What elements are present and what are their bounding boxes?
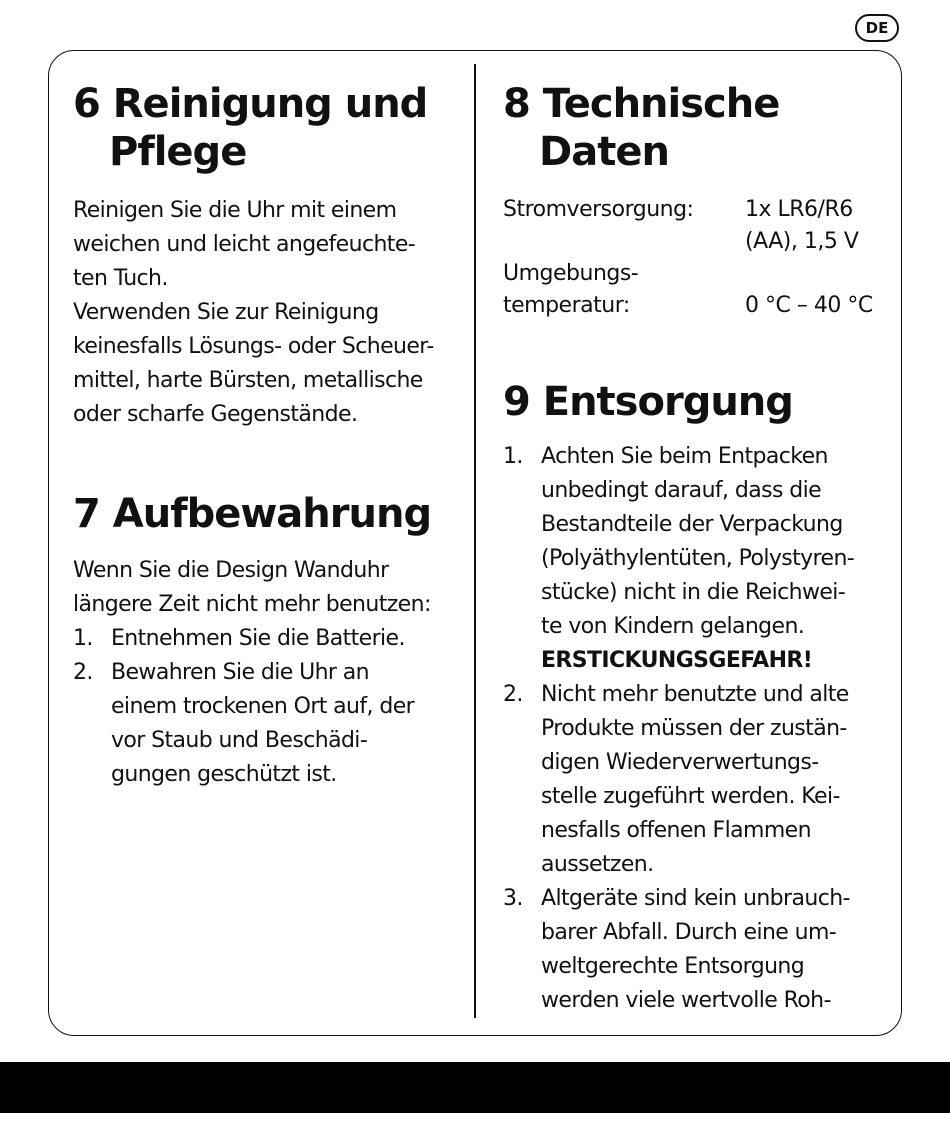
section-8-heading xyxy=(503,80,883,176)
spec-value-line: 1x LR6/R6 xyxy=(745,197,853,222)
section-6-para1-line: ten Tuch. xyxy=(73,266,168,291)
footer-bar xyxy=(0,1062,950,1113)
spec-table xyxy=(503,194,883,322)
list-item-line: Produkte müssen der zustän- xyxy=(541,716,847,741)
section-9-list xyxy=(503,440,883,1018)
list-item-line: unbedingt darauf, dass die xyxy=(541,478,822,503)
section-6-heading-line2: Pflege xyxy=(109,129,247,175)
list-item-number: 1. xyxy=(73,626,93,651)
list-item-line: Altgeräte sind kein unbrauch- xyxy=(541,886,850,911)
list-item-line: weltgerechte Entsorgung xyxy=(541,954,805,979)
section-7-body xyxy=(73,554,453,792)
section-6-para2-line: keinesfalls Lösungs- oder Scheuer- xyxy=(73,334,434,359)
list-item-line: vor Staub und Beschädi- xyxy=(111,728,368,753)
list-item xyxy=(503,440,883,678)
spec-value: 0 °C – 40 °C xyxy=(745,293,873,318)
list-item-line: nesfalls offenen Flammen xyxy=(541,818,811,843)
list-item-line: werden viele wertvolle Roh- xyxy=(541,988,831,1013)
list-item-line: Bestandteile der Verpackung xyxy=(541,512,843,537)
list-item-number: 1. xyxy=(503,444,523,469)
list-item-line: Nicht mehr benutzte und alte xyxy=(541,682,849,707)
spec-row-temperature xyxy=(503,258,883,322)
list-item-line: digen Wiederverwertungs- xyxy=(541,750,819,775)
spec-row-power xyxy=(503,194,883,258)
section-6-para1-line: Reinigen Sie die Uhr mit einem xyxy=(73,198,397,223)
list-item xyxy=(503,678,883,882)
list-item-line: Bewahren Sie die Uhr an xyxy=(111,660,369,685)
section-7-heading: 7 Aufbewahrung xyxy=(73,491,432,537)
list-item-number: 2. xyxy=(73,660,93,685)
right-column xyxy=(503,70,883,1018)
left-column xyxy=(73,70,453,792)
list-item xyxy=(73,656,453,792)
spec-label: Stromversorgung: xyxy=(503,197,694,222)
section-6-para2-line: mittel, harte Bürsten, metallische xyxy=(73,368,423,393)
list-item-number: 3. xyxy=(503,886,523,911)
warning-text: ERSTICKUNGSGEFAHR! xyxy=(541,648,813,673)
section-8-heading-line2: Daten xyxy=(539,129,669,175)
list-item-line: gungen geschützt ist. xyxy=(111,762,337,787)
list-item-number: 2. xyxy=(503,682,523,707)
spec-label: temperatur: xyxy=(503,293,630,318)
section-7-intro-line: Wenn Sie die Design Wanduhr xyxy=(73,558,389,583)
list-item-line: aussetzen. xyxy=(541,852,654,877)
section-6-body xyxy=(73,194,453,432)
section-8-heading-line1: 8 Technische xyxy=(503,81,780,127)
section-7-intro-line: längere Zeit nicht mehr benutzen: xyxy=(73,592,431,617)
list-item xyxy=(503,882,883,1018)
list-item-line: einem trockenen Ort auf, der xyxy=(111,694,415,719)
spec-value-line: (AA), 1,5 V xyxy=(745,229,859,254)
column-divider xyxy=(474,64,476,1018)
section-6-para2-line: Verwenden Sie zur Reinigung xyxy=(73,300,379,325)
section-6-para2-line: oder scharfe Gegenstände. xyxy=(73,402,358,427)
section-6-heading xyxy=(73,80,453,176)
list-item-line: Entnehmen Sie die Batterie. xyxy=(111,626,405,651)
list-item-line: stücke) nicht in die Reichwei- xyxy=(541,580,846,605)
list-item-line: (Polyäthylentüten, Polystyren- xyxy=(541,546,855,571)
section-6-heading-line1: 6 Reinigung und xyxy=(73,81,428,127)
section-6-para1-line: weichen und leicht angefeuchte- xyxy=(73,232,416,257)
spec-value xyxy=(745,194,858,258)
list-item-line: Achten Sie beim Entpacken xyxy=(541,444,828,469)
spec-label: Umgebungs- xyxy=(503,261,639,286)
language-badge: DE xyxy=(855,14,899,42)
list-item-line: te von Kindern gelangen. xyxy=(541,614,805,639)
list-item xyxy=(73,622,453,656)
list-item-line: stelle zugeführt werden. Kei- xyxy=(541,784,840,809)
list-item-line: barer Abfall. Durch eine um- xyxy=(541,920,837,945)
section-7-list xyxy=(73,622,453,792)
section-9-heading: 9 Entsorgung xyxy=(503,379,793,425)
